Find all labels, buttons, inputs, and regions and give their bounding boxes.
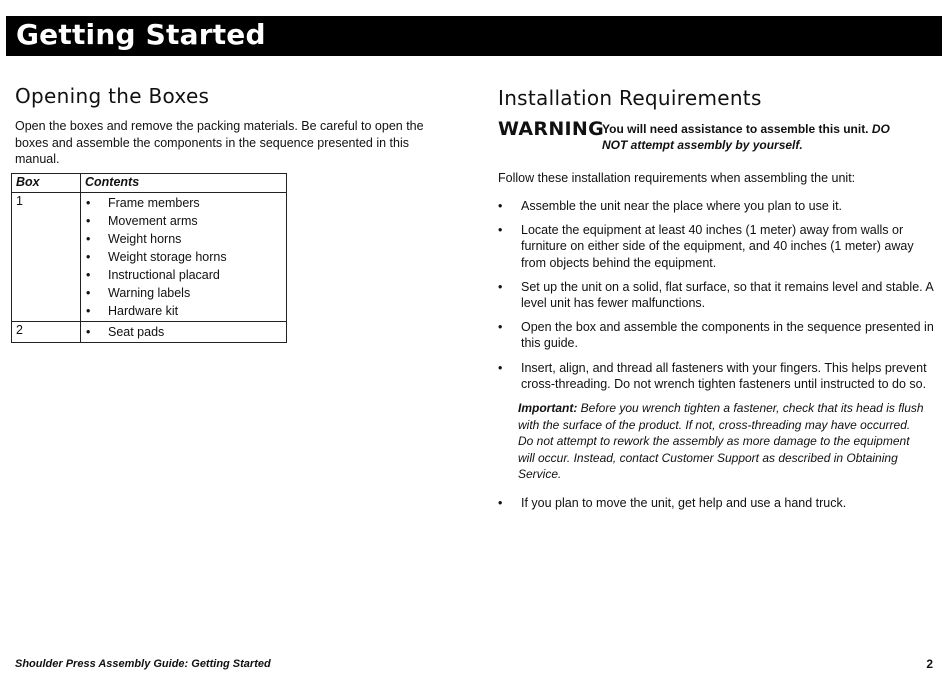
content-item-text: Weight horns [108, 232, 182, 246]
table-row [12, 193, 287, 322]
box-contents-table [11, 173, 287, 343]
requirement-text: Open the box and assemble the components in the sequence presented in this guide. [521, 320, 934, 351]
bullet-icon: • [86, 214, 91, 228]
table-row [12, 322, 287, 343]
content-item-text: Instructional placard [108, 268, 220, 282]
installation-section [498, 86, 938, 519]
page-header-bar [6, 16, 942, 56]
bullet-icon: • [86, 286, 91, 300]
warning-label: WARNING [498, 118, 605, 140]
content-item-text: Warning labels [108, 286, 191, 300]
list-item [85, 266, 282, 284]
warning-block [498, 119, 938, 153]
list-item [498, 222, 938, 271]
opening-intro: Open the boxes and remove the packing materials. Be careful to open the boxes and assemble the components in the sequence presented in this manual. [15, 119, 424, 166]
opening-heading: Opening the Boxes [15, 84, 210, 108]
final-requirement-list [498, 495, 938, 511]
bullet-icon: • [498, 360, 503, 375]
bullet-icon: • [86, 325, 91, 339]
list-item [85, 194, 282, 212]
contents-list [85, 323, 282, 341]
list-item [498, 319, 938, 351]
list-item [498, 360, 938, 392]
bullet-icon: • [86, 232, 91, 246]
bullet-icon: • [498, 279, 503, 294]
content-item-text: Weight storage horns [108, 250, 227, 264]
list-item [85, 323, 282, 341]
warning-text-bold: You will need assistance to assemble this unit. [602, 122, 869, 136]
contents-cell [81, 322, 287, 343]
box-number-cell: 2 [12, 322, 81, 343]
installation-heading: Installation Requirements [498, 86, 762, 110]
important-label: Important: [518, 401, 578, 416]
requirements-list [498, 198, 938, 392]
opening-section [15, 84, 435, 168]
bullet-icon: • [86, 196, 91, 210]
requirement-text: Assemble the unit near the place where you plan to use it. [521, 199, 843, 213]
page-title: Getting Started [16, 18, 266, 51]
important-note [518, 400, 928, 483]
bullet-icon: • [498, 495, 503, 510]
column-header-contents: Contents [81, 174, 287, 193]
content-item-text: Movement arms [108, 214, 198, 228]
requirements-intro: Follow these installation requirements when assembling the unit: [498, 171, 856, 185]
content-item-text: Seat pads [108, 325, 165, 339]
bullet-icon: • [86, 268, 91, 282]
box-number-cell: 1 [12, 193, 81, 322]
contents-cell [81, 193, 287, 322]
contents-list [85, 194, 282, 320]
bullet-icon: • [498, 199, 503, 213]
footer-guide-title: Shoulder Press Assembly Guide: Getting Started [15, 658, 271, 670]
list-item [85, 302, 282, 320]
table-header-row [12, 174, 287, 193]
bullet-icon: • [498, 320, 503, 335]
bullet-icon: • [86, 250, 91, 264]
list-item [498, 198, 938, 214]
list-item [85, 230, 282, 248]
column-header-box: Box [12, 174, 81, 193]
bullet-icon: • [86, 304, 91, 318]
table-body [12, 193, 287, 343]
requirement-text: Locate the equipment at least 40 inches (1 meter) away from walls or furniture on either side of the equipment, and 40 inches (1 meter) away from objects behind the equipment. [521, 223, 914, 270]
list-item [85, 212, 282, 230]
content-item-text: Frame members [108, 196, 200, 210]
list-item [498, 279, 938, 311]
page-number: 2 [926, 657, 933, 671]
warning-text-italic: DO NOT attempt assembly by yourself. [602, 122, 890, 152]
list-item [85, 284, 282, 302]
requirement-text: Insert, align, and thread all fasteners with your fingers. This helps prevent cross-threading. Do not wrench tighten fasteners until instructed to do so. [521, 360, 927, 391]
list-item [498, 495, 938, 511]
list-item [85, 248, 282, 266]
requirement-text: If you plan to move the unit, get help and use a hand truck. [521, 495, 847, 510]
content-item-text: Hardware kit [108, 304, 179, 318]
important-text: Before you wrench tighten a fastener, check that its head is flush with the surface of the product. If not, cross-threading may have occurred. Do not attempt to rework the assembly as more damage to the equipment will occur. Instead, contact Customer Support as described in Obtaining Service. [518, 401, 924, 482]
warning-text [602, 121, 902, 153]
requirement-text: Set up the unit on a solid, flat surface, so that it remains level and stable. A level unit has fewer malfunctions. [521, 279, 934, 311]
bullet-icon: • [498, 223, 503, 238]
